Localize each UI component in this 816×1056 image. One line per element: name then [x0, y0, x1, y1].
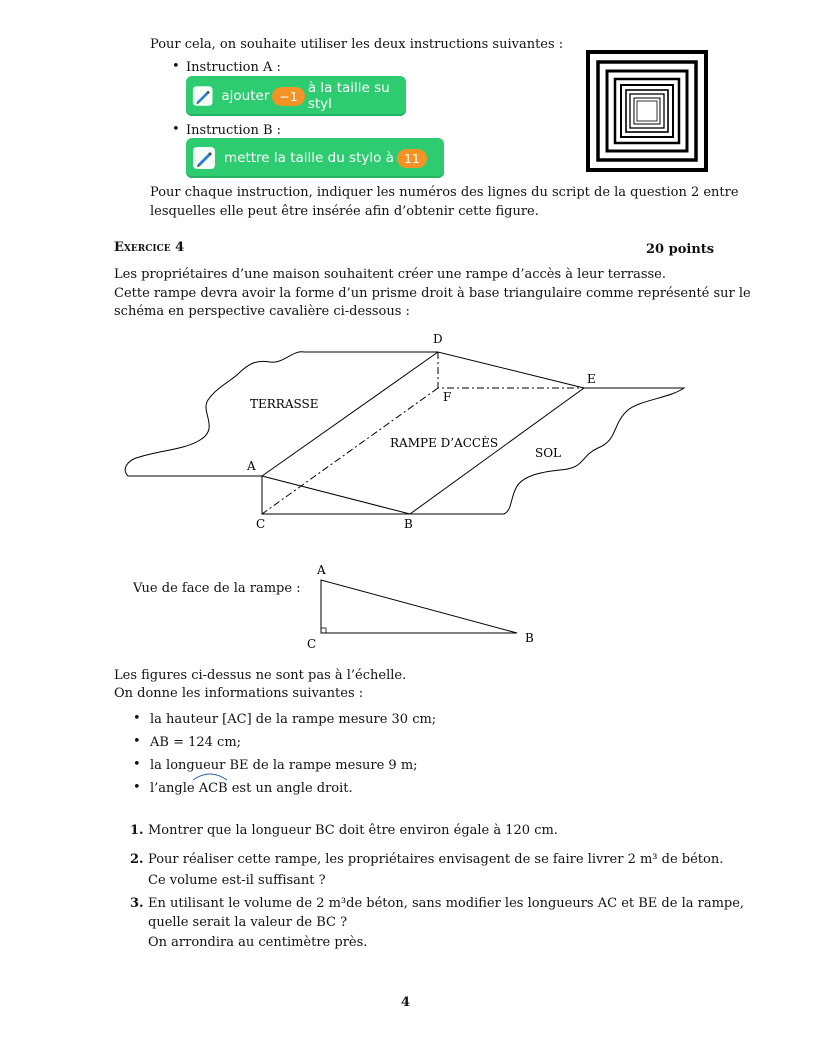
- ramp-ab-edge: [262, 476, 410, 514]
- point-label-a: A: [247, 459, 256, 473]
- instruction-a-label: Instruction A :: [186, 60, 281, 75]
- bullet: •: [133, 711, 141, 726]
- instruction-a-text-before: ajouter: [221, 88, 270, 104]
- info-bullet-1: la hauteur [AC] de la rampe mesure 30 cm;: [150, 712, 437, 727]
- ramp-perspective-diagram: [0, 325, 816, 540]
- question-3-number: 3.: [130, 896, 144, 911]
- question-3-line-3: On arrondira au centimètre près.: [148, 935, 368, 950]
- instruction-b-block: [186, 138, 444, 178]
- front-label-c: C: [307, 637, 317, 651]
- bullet: •: [133, 780, 141, 795]
- instruction-a-text-after: à la taille su styl: [307, 80, 390, 112]
- point-label-b: B: [404, 517, 413, 531]
- angle-hat-mark: [190, 770, 230, 782]
- square-6: [626, 90, 668, 132]
- instruction-a-value: −1: [272, 87, 304, 106]
- square-7: [630, 94, 664, 128]
- question-3-line-1: En utilisant le volume de 2 m³de béton, sans modifier les longueurs AC et BE de la rampe,: [148, 896, 745, 911]
- point-label-f: F: [443, 390, 452, 404]
- square-5: [621, 85, 673, 137]
- bullet: •: [172, 59, 180, 74]
- intro-text: Pour cela, on souhaite utiliser les deux instructions suivantes :: [150, 37, 564, 52]
- instruction-b-text-before: mettre la taille du stylo à: [224, 150, 394, 166]
- triangle-abc: [321, 580, 517, 633]
- info-bullet-2: AB = 124 cm;: [150, 735, 242, 750]
- front-view-caption: Vue de face de la rampe :: [133, 581, 301, 596]
- exercise-points: 20 points: [646, 242, 715, 257]
- square-8: [634, 98, 660, 124]
- info-bullet-3: la longueur BE de la rampe mesure 9 m;: [150, 758, 418, 773]
- square-9: [637, 101, 657, 121]
- question-3-line-2: quelle serait la valeur de BC ?: [148, 915, 348, 930]
- instruction-b-label: Instruction B :: [186, 123, 282, 138]
- bullet: •: [172, 122, 180, 137]
- square-2: [598, 62, 696, 160]
- instruction-a-block: [186, 76, 406, 116]
- instruction-b-value: 11: [397, 149, 427, 168]
- ramp-top-edge: [262, 352, 584, 514]
- concentric-squares-figure: [586, 50, 708, 172]
- note-line-1: Les figures ci-dessus ne sont pas à l’échelle.: [114, 668, 407, 683]
- paragraph-line-3: schéma en perspective cavalière ci-dessous :: [114, 304, 410, 319]
- front-label-a: A: [317, 563, 326, 577]
- point-label-c: C: [256, 517, 266, 531]
- front-label-b: B: [525, 631, 534, 645]
- question-1-line-1: Montrer que la longueur BC doit être environ égale à 120 cm.: [148, 823, 558, 838]
- paragraph-line-1: Les propriétaires d’une maison souhaitent créer une rampe d’accès à leur terrasse.: [114, 267, 667, 282]
- info-bullet-4: l’angle ACB est un angle droit.: [150, 781, 353, 796]
- square-3: [607, 71, 687, 151]
- exercise-title: Exercice 4: [114, 240, 185, 255]
- pen-icon: [192, 84, 213, 108]
- ground-label: SOL: [535, 446, 562, 460]
- front-view-triangle: [300, 560, 540, 655]
- paragraph-line-2: Cette rampe devra avoir la forme d’un prisme droit à base triangulaire comme représenté sur le: [114, 286, 751, 301]
- question-2-line-2: Ce volume est-il suffisant ?: [148, 873, 326, 888]
- page-number: 4: [401, 995, 411, 1010]
- question-2-number: 2.: [130, 852, 144, 867]
- bullet: •: [133, 757, 141, 772]
- terrace-outline: [125, 352, 438, 476]
- square-4: [615, 79, 679, 143]
- bullet: •: [133, 734, 141, 749]
- note-line-2: On donne les informations suivantes :: [114, 686, 364, 701]
- question-2-line-1: Pour réaliser cette rampe, les propriétaires envisagent de se faire livrer 2 m³ de béton.: [148, 852, 724, 867]
- pen-icon: [192, 146, 216, 170]
- terrace-label: TERRASSE: [250, 397, 319, 411]
- question-1-number: 1.: [130, 823, 144, 838]
- point-label-e: E: [587, 372, 596, 386]
- right-angle-mark: [321, 628, 326, 633]
- ramp-label: RAMPE D’ACCÈS: [390, 436, 499, 450]
- point-label-d: D: [433, 332, 443, 346]
- question-line-1: Pour chaque instruction, indiquer les numéros des lignes du script de la question 2 entre: [150, 185, 739, 200]
- question-line-2: lesquelles elle peut être insérée afin d’obtenir cette figure.: [150, 204, 539, 219]
